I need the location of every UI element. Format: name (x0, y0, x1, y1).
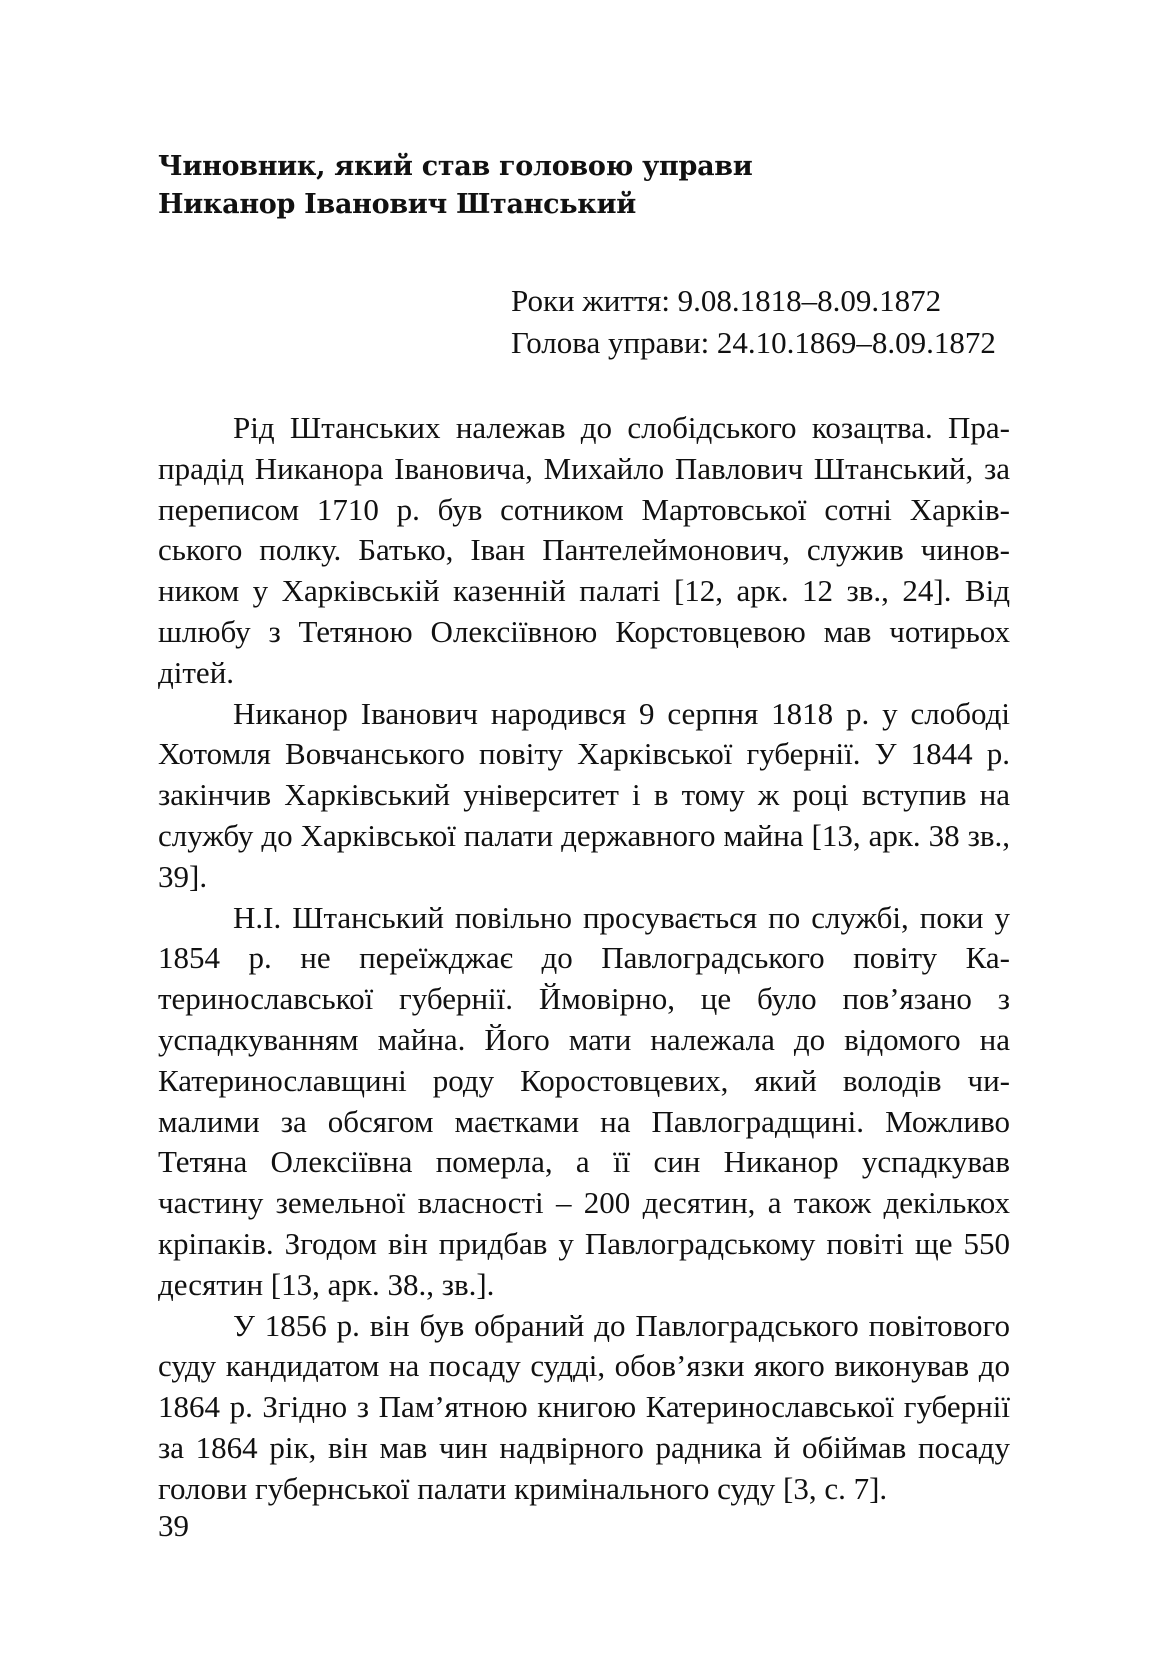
dates-block (511, 280, 1010, 364)
paragraph-1: Рід Штанських належав до слобідського козацтва. Прапрадід Никанора Івановича, Михайло Павлович Штанський, за переписом 1710 р. був сотником Мартовської сотні Харківського полку. Батько, Іван Пантелеймонович, служив чиновником у Харківській казенній палаті [12, арк. 12 зв., 24]. Від шлюбу з Тетяною Олексіївною Корстовцевою мав чотирьох дітей. (158, 410, 1010, 690)
page-content (158, 148, 1010, 1510)
paragraph-3: Н.І. Штанський повільно просувається по службі, поки у 1854 р. не переїжджає до Павлоградського повіту Катеринославської губернії. Ймовірно, це було пов’язано з успадкуванням майна. Його мати належала до відомого на Катеринославщині роду Коростовцевих, який володів чималими за обсягом маєтками на Павлоградщині. Можливо Тетяна Олексіївна померла, а її син Никанор успадкував частину земельної власності – 200 десятин, а також декількох кріпаків. Згодом він придбав у Павлоградському повіті ще 550 десятин [13, арк. 38., зв.]. (158, 899, 1010, 1302)
paragraph-4: У 1856 р. він був обраний до Павлоградського повітового суду кандидатом на посаду судді, обов’язки якого виконував до 1864 р. Згідно з Пам’ятною книгою Катеринославської губернії за 1864 рік, він мав чин надвірного радника й обіймав посаду голови губернської палати кримінального суду [3, с. 7]. (158, 1307, 1010, 1506)
page-number: 39 (158, 1508, 189, 1543)
chapter-title (158, 148, 1010, 224)
paragraph-2: Никанор Іванович народився 9 серпня 1818 р. у слободі Хотомля Вовчанського повіту Харківської губернії. У 1844 р. закінчив Харківський університет і в тому ж році вступив на службу до Харківської палати державного майна [13, арк. 38 зв., 39]. (158, 695, 1010, 894)
life-dates: Роки життя: 9.08.1818–8.09.1872 (511, 283, 942, 318)
chapter-title-line-2: Никанор Іванович Штанський (158, 189, 636, 220)
office-dates: Голова управи: 24.10.1869–8.09.1872 (511, 325, 996, 360)
body-text (158, 408, 1010, 1510)
chapter-title-line-1: Чиновник, який став головою управи (158, 151, 753, 182)
